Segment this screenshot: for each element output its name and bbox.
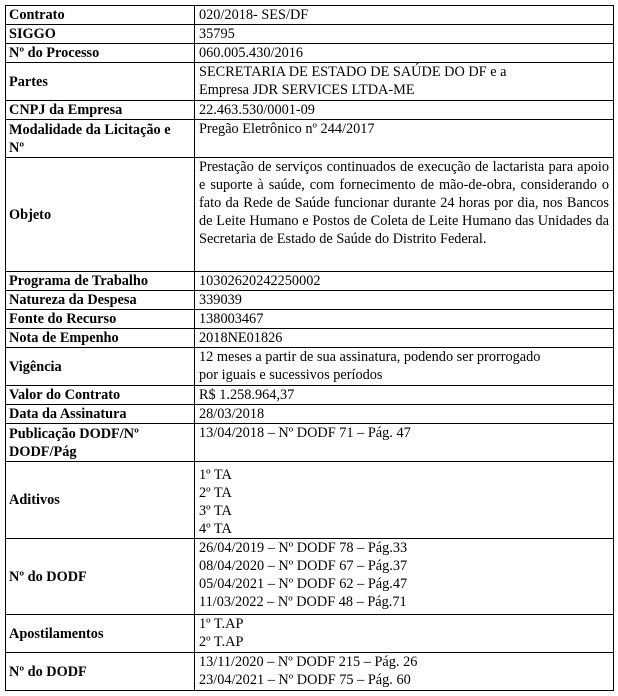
row-value — [195, 63, 614, 101]
row-value: 35795 — [195, 25, 614, 44]
value-line: 23/04/2021 – Nº DODF 75 – Pág. 60 — [199, 672, 411, 688]
row-value: 339039 — [195, 291, 614, 310]
row-value: Pregão Eletrônico nº 244/2017 — [195, 120, 614, 158]
value-line: 2º T.AP — [199, 634, 244, 650]
value-line: 26/04/2019 – Nº DODF 78 – Pág.33 — [199, 540, 408, 556]
row-value: 020/2018- SES/DF — [195, 6, 614, 25]
value-line: 3º TA — [199, 503, 232, 519]
row-value — [195, 462, 614, 539]
row-value — [195, 653, 614, 691]
table-row — [6, 44, 614, 63]
table-row — [6, 615, 614, 653]
table-row — [6, 310, 614, 329]
row-label: Partes — [6, 63, 195, 101]
value-line: Empresa JDR SERVICES LTDA-ME — [199, 82, 415, 98]
table-row — [6, 539, 614, 615]
row-value — [195, 539, 614, 615]
row-value: 10302620242250002 — [195, 272, 614, 291]
row-label: Vigência — [6, 348, 195, 386]
row-label: Aditivos — [6, 462, 195, 539]
table-row — [6, 653, 614, 691]
value-line: 11/03/2022 – Nº DODF 48 – Pág.71 — [199, 594, 407, 610]
label-line: Nº — [9, 139, 25, 156]
label-line: Modalidade da Licitação e — [9, 121, 171, 138]
row-label: Valor do Contrato — [6, 386, 195, 405]
row-label: Objeto — [6, 158, 195, 272]
value-line: por iguais e sucessivos períodos — [199, 367, 383, 383]
value-line: 1º T.AP — [199, 616, 244, 632]
table-row — [6, 348, 614, 386]
row-value: 13/04/2018 – Nº DODF 71 – Pág. 47 — [195, 424, 614, 462]
row-value: 28/03/2018 — [195, 405, 614, 424]
table-row — [6, 405, 614, 424]
row-label: Contrato — [6, 6, 195, 25]
value-line: 13/11/2020 – Nº DODF 215 – Pág. 26 — [199, 654, 418, 670]
row-value — [195, 615, 614, 653]
table-row — [6, 63, 614, 101]
row-value: 2018NE01826 — [195, 329, 614, 348]
row-value: 138003467 — [195, 310, 614, 329]
table-row — [6, 386, 614, 405]
row-label — [6, 424, 195, 462]
value-line: SECRETARIA DE ESTADO DE SAÚDE DO DF e a — [199, 64, 507, 80]
row-label: Programa de Trabalho — [6, 272, 195, 291]
row-label: SIGGO — [6, 25, 195, 44]
table-row — [6, 6, 614, 25]
row-value: 22.463.530/0001-09 — [195, 101, 614, 120]
row-label — [6, 120, 195, 158]
table-row — [6, 329, 614, 348]
value-line: 12 meses a partir de sua assinatura, podendo ser prorrogado — [199, 349, 541, 365]
value-line: 08/04/2020 – Nº DODF 67 – Pág.37 — [199, 558, 408, 574]
value-line: 05/04/2021 – Nº DODF 62 – Pág.47 — [199, 576, 408, 592]
table-row — [6, 158, 614, 272]
table-row — [6, 424, 614, 462]
table-row — [6, 120, 614, 158]
value-line: 2º TA — [199, 485, 232, 501]
table-row — [6, 291, 614, 310]
label-line: DODF/Pág — [9, 443, 77, 460]
row-value: 060.005.430/2016 — [195, 44, 614, 63]
row-label: Fonte do Recurso — [6, 310, 195, 329]
row-label: Nº do Processo — [6, 44, 195, 63]
row-label: Nº do DODF — [6, 539, 195, 615]
label-line: Publicação DODF/Nº — [9, 425, 139, 442]
row-label: Natureza da Despesa — [6, 291, 195, 310]
table-row — [6, 272, 614, 291]
value-line: 4º TA — [199, 521, 232, 537]
row-value: R$ 1.258.964,37 — [195, 386, 614, 405]
row-label: Data da Assinatura — [6, 405, 195, 424]
row-label: Apostilamentos — [6, 615, 195, 653]
value-line: 1º TA — [199, 467, 232, 483]
row-label: CNPJ da Empresa — [6, 101, 195, 120]
table-row — [6, 101, 614, 120]
table-row — [6, 25, 614, 44]
row-value — [195, 348, 614, 386]
row-label: Nota de Empenho — [6, 329, 195, 348]
contract-table — [5, 5, 614, 691]
row-label: Nº do DODF — [6, 653, 195, 691]
table-row — [6, 462, 614, 539]
row-value: Prestação de serviços continuados de execução de lactarista para apoio e suporte à saúde, com fornecimento de mão-de-obra, considerando o fato da Rede de Saúde funcionar durante 24 horas por dia, nos Bancos de Leite Humano e Postos de Coleta de Leite Humano das Unidades da Secretaria de Estado de Saúde do Distrito Federal. — [195, 158, 614, 272]
